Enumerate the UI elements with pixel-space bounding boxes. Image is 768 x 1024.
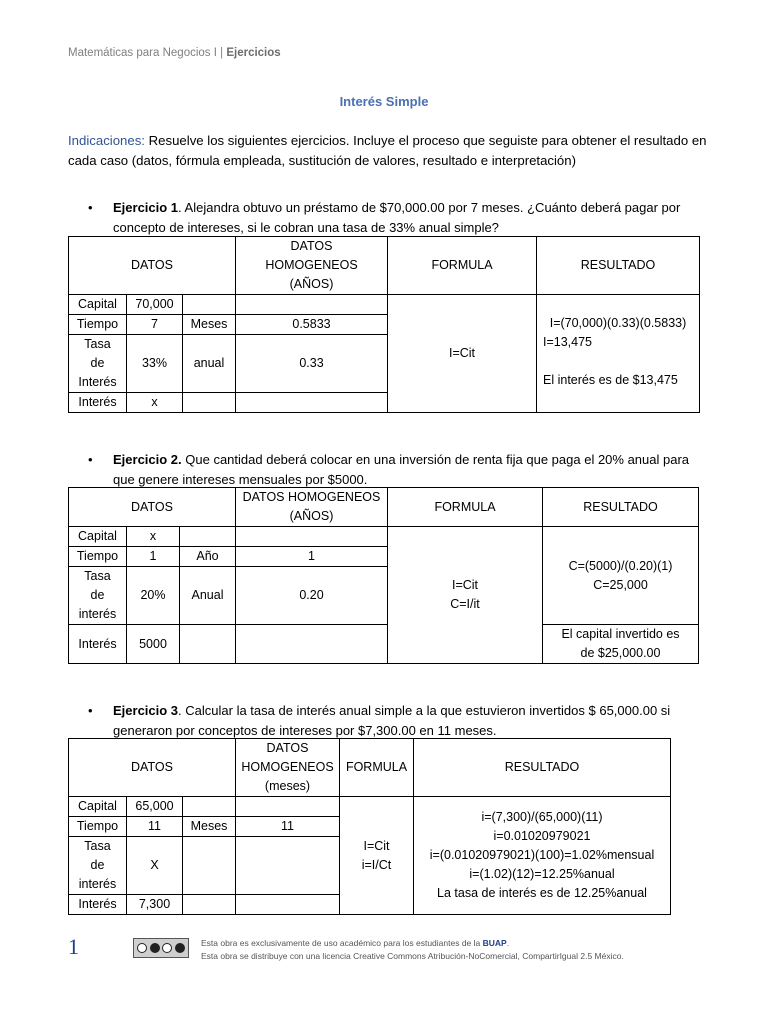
buap-label: BUAP: [482, 938, 507, 948]
exercise-3-label: Ejercicio 3: [113, 703, 179, 718]
cell-interes-homog: [236, 895, 340, 915]
nc-icon: [162, 943, 172, 953]
cell-tasa-value: 20%: [127, 567, 180, 625]
cell-tasa-homog: 0.33: [236, 335, 388, 393]
cell-tasa-homog: [236, 837, 340, 895]
cell-capital-value: x: [127, 527, 180, 547]
cell-tiempo-label: Tiempo: [69, 547, 127, 567]
cell-capital-unit: [183, 797, 236, 817]
instructions: [68, 131, 708, 171]
cell-interes-value: 7,300: [127, 895, 183, 915]
cell-interes-homog: [236, 393, 388, 413]
cell-interes-homog: [236, 625, 388, 664]
header-datos-homogeneos: DATOS HOMOGENEOS (AÑOS): [236, 237, 388, 295]
cell-interes-label: Interés: [69, 895, 127, 915]
cell-capital-homog: [236, 295, 388, 315]
exercise-3-statement: [88, 701, 708, 741]
cell-interes-unit: [180, 625, 236, 664]
resultado-interpretation: El capital invertido es de $25,000.00: [543, 625, 699, 664]
bullet-icon: •: [88, 703, 93, 718]
header-resultado: RESULTADO: [537, 237, 700, 295]
formula-cell: I=Cit C=I/it: [388, 527, 543, 664]
exercise-2-label: Ejercicio 2.: [113, 452, 182, 467]
exercise-3-text: . Calcular la tasa de interés anual simple a la que estuvieron invertidos $ 65,000.00 si generaron por conceptos de intereses por $7,300.00 en 11 meses.: [113, 703, 671, 738]
course-name: Matemáticas para Negocios I: [68, 47, 217, 59]
cell-tiempo-homog: 1: [236, 547, 388, 567]
sa-icon: [175, 943, 185, 953]
running-header: [68, 47, 281, 59]
page-number: 1: [68, 934, 79, 959]
cell-interes-unit: [183, 393, 236, 413]
exercise-2-table: [68, 487, 699, 664]
cell-tiempo-value: 11: [127, 817, 183, 837]
cell-tiempo-unit: Meses: [183, 315, 236, 335]
exercise-2-text: Que cantidad deberá colocar en una inversión de renta fija que paga el 20% anual para que genere intereses mensuales por $5000.: [113, 452, 690, 487]
cell-capital-label: Capital: [69, 527, 127, 547]
header-separator: |: [216, 47, 227, 59]
license-text: Esta obra es exclusivamente de uso académico para los estudiantes de la BUAP. Esta obra se distribuye con una licencia Creative Commons Atribución-NoComercial, CompartirIgual 2.5 México.: [201, 938, 624, 961]
cell-tasa-label: Tasa de interés: [69, 837, 127, 895]
cc-icon: [137, 943, 147, 953]
cell-tasa-unit: anual: [183, 335, 236, 393]
cell-interes-value: x: [127, 393, 183, 413]
instructions-text: Resuelve los siguientes ejercicios. Incluye el proceso que seguiste para obtener el resultado en cada caso (datos, fórmula empleada, sustitución de valores, resultado e interpretación): [68, 133, 707, 168]
resultado-cell: I=(70,000)(0.33)(0.5833) I=13,475 El interés es de $13,475: [537, 295, 700, 413]
header-datos-homogeneos: DATOS HOMOGENEOS (AÑOS): [236, 488, 388, 527]
cell-tasa-value: 33%: [127, 335, 183, 393]
cell-tiempo-unit: Meses: [183, 817, 236, 837]
cell-tiempo-label: Tiempo: [69, 817, 127, 837]
cell-interes-label: Interés: [69, 393, 127, 413]
exercise-1-text: . Alejandra obtuvo un préstamo de $70,000.00 por 7 meses. ¿Cuánto deberá pagar por concepto de intereses, si le cobran una tasa de 33% anual simple?: [113, 200, 681, 235]
cell-capital-value: 65,000: [127, 797, 183, 817]
cell-tasa-label: Tasa de Interés: [69, 335, 127, 393]
cell-tiempo-value: 7: [127, 315, 183, 335]
cell-capital-value: 70,000: [127, 295, 183, 315]
header-datos: DATOS: [69, 237, 236, 295]
exercise-1-statement: [88, 198, 708, 238]
header-formula: FORMULA: [388, 237, 537, 295]
resultado-cell: i=(7,300)/(65,000)(11) i=0.01020979021 i=(0.01020979021)(100)=1.02%mensual i=(1.02)(12)=12.25%anual La tasa de interés es de 12.25%anual: [414, 797, 671, 915]
cell-tasa-homog: 0.20: [236, 567, 388, 625]
resultado-cell: C=(5000)/(0.20)(1) C=25,000: [543, 527, 699, 625]
cell-tasa-unit: Anual: [180, 567, 236, 625]
cell-tiempo-unit: Año: [180, 547, 236, 567]
cell-tiempo-homog: 11: [236, 817, 340, 837]
cell-interes-label: Interés: [69, 625, 127, 664]
cell-tiempo-homog: 0.5833: [236, 315, 388, 335]
cell-capital-unit: [183, 295, 236, 315]
exercise-2-statement: [88, 450, 708, 490]
header-formula: FORMULA: [388, 488, 543, 527]
cell-capital-homog: [236, 527, 388, 547]
header-resultado: RESULTADO: [414, 739, 671, 797]
header-datos-homogeneos: DATOS HOMOGENEOS (meses): [236, 739, 340, 797]
creative-commons-license-icon: [133, 938, 189, 958]
header-section: Ejercicios: [226, 47, 281, 59]
formula-cell: I=Cit: [388, 295, 537, 413]
cell-tasa-value: X: [127, 837, 183, 895]
header-resultado: RESULTADO: [543, 488, 699, 527]
cell-capital-label: Capital: [69, 295, 127, 315]
header-datos: DATOS: [69, 488, 236, 527]
bullet-icon: •: [88, 200, 93, 215]
exercise-3-table: [68, 738, 671, 915]
cell-tiempo-value: 1: [127, 547, 180, 567]
instructions-lead: Indicaciones:: [68, 133, 145, 148]
header-datos: DATOS: [69, 739, 236, 797]
by-icon: [150, 943, 160, 953]
header-formula: FORMULA: [340, 739, 414, 797]
bullet-icon: •: [88, 452, 93, 467]
cell-tiempo-label: Tiempo: [69, 315, 127, 335]
page-title: Interés Simple: [339, 94, 429, 109]
cell-interes-unit: [183, 895, 236, 915]
cell-tasa-label: Tasa de interés: [69, 567, 127, 625]
cell-capital-label: Capital: [69, 797, 127, 817]
cell-capital-homog: [236, 797, 340, 817]
cell-interes-value: 5000: [127, 625, 180, 664]
exercise-1-label: Ejercicio 1: [113, 200, 179, 215]
cell-capital-unit: [180, 527, 236, 547]
cell-tasa-unit: [183, 837, 236, 895]
formula-cell: I=Cit i=I/Ct: [340, 797, 414, 915]
exercise-1-table: [68, 236, 700, 413]
